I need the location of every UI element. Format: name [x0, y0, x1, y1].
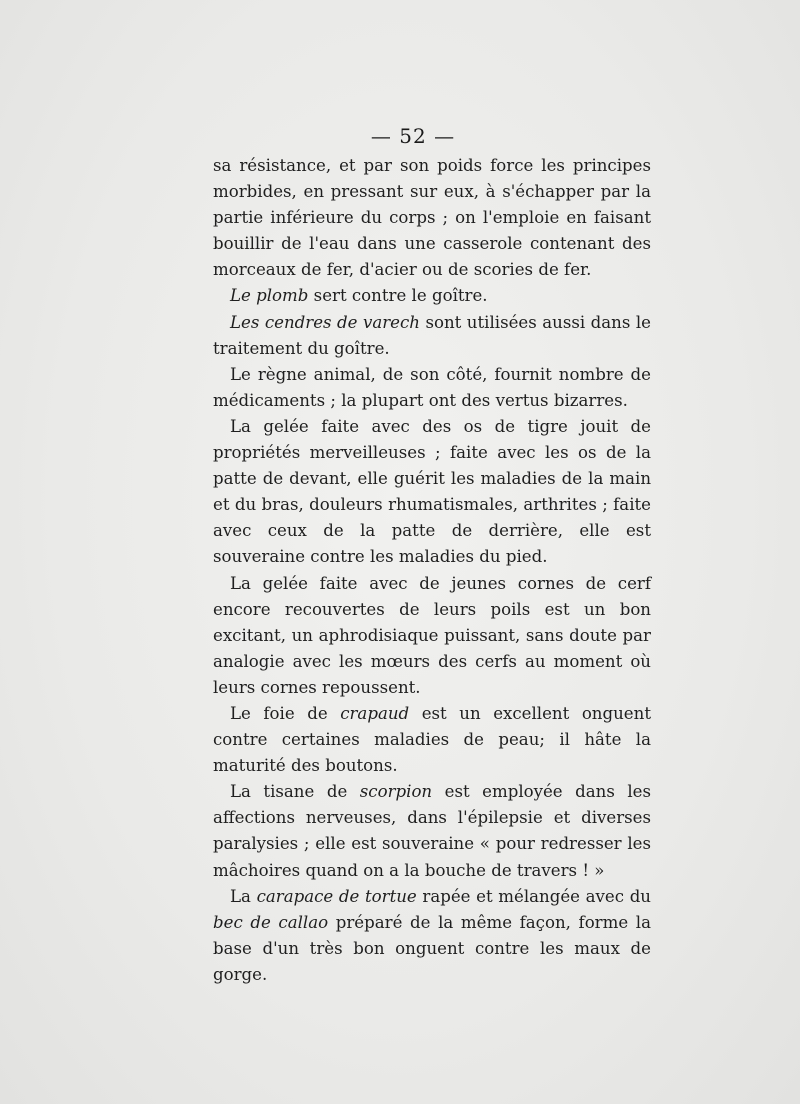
italic-term: crapaud: [340, 703, 410, 723]
paragraph-9: [213, 884, 651, 988]
paragraph-text: sont utilisées aussi dans le traitement du goître.: [213, 312, 651, 358]
paragraph-5: La gelée faite avec des os de tigre jouit de propriétés merveilleuses ; faite avec les os de la patte de devant, elle guérit les maladies de la main et du bras, douleurs rhumatismales, arthrites ; faite avec ceux de la patte de derrière, elle est souveraine contre les maladies du pied.: [213, 416, 651, 567]
italic-term: scorpion: [359, 782, 433, 802]
paragraph-6: La gelée faite avec de jeunes cornes de cerf encore recouvertes de leurs poils est un bon excitant, un aphrodisiaque puissant, sans doute par analogie avec les mœurs des cerfs au moment où leurs cornes repoussent.: [213, 573, 651, 697]
italic-term: bec de callao: [213, 912, 329, 932]
paragraph-text: Le foie de: [230, 703, 341, 723]
paragraph-text: préparé de la même façon, forme la base d'un très bon onguent contre les maux de gorge.: [213, 912, 651, 984]
italic-term: Le plomb: [230, 286, 309, 306]
paragraph-2: [213, 283, 651, 309]
paragraph-text: est employée dans les affections nerveuses, dans l'épilepsie et diverses paralysies ; elle est souveraine « pour redresser les mâchoires quand on a la bouche de travers ! »: [213, 782, 652, 880]
page-number: — 52 —: [370, 124, 456, 148]
paragraph-8: [213, 779, 651, 883]
paragraph-text: La tisane de: [230, 782, 360, 802]
italic-term: Les cendres de varech: [230, 312, 420, 332]
paragraph-text: est un excellent onguent contre certaines maladies de peau; il hâte la maturité des boutons.: [213, 703, 651, 776]
paragraph-4: Le règne animal, de son côté, fournit nombre de médicaments ; la plupart ont des vertus bizarres.: [213, 364, 651, 410]
body-text: [213, 153, 651, 988]
paragraph-1: sa résistance, et par son poids force les principes morbides, en pressant sur eux, à s'échapper par la partie inférieure du corps ; on l'emploie en faisant bouillir de l'eau dans une casserole contenant des morceaux de fer, d'acier ou de scories de fer.: [213, 156, 651, 280]
paragraph-3: [213, 310, 651, 362]
paragraph-text: rapée et mélangée avec du: [416, 886, 651, 906]
paragraph-text: La: [230, 886, 257, 906]
paragraph-text: sert contre le goître.: [308, 286, 488, 306]
italic-term: carapace de tortue: [256, 886, 417, 906]
paragraph-7: [213, 701, 651, 779]
